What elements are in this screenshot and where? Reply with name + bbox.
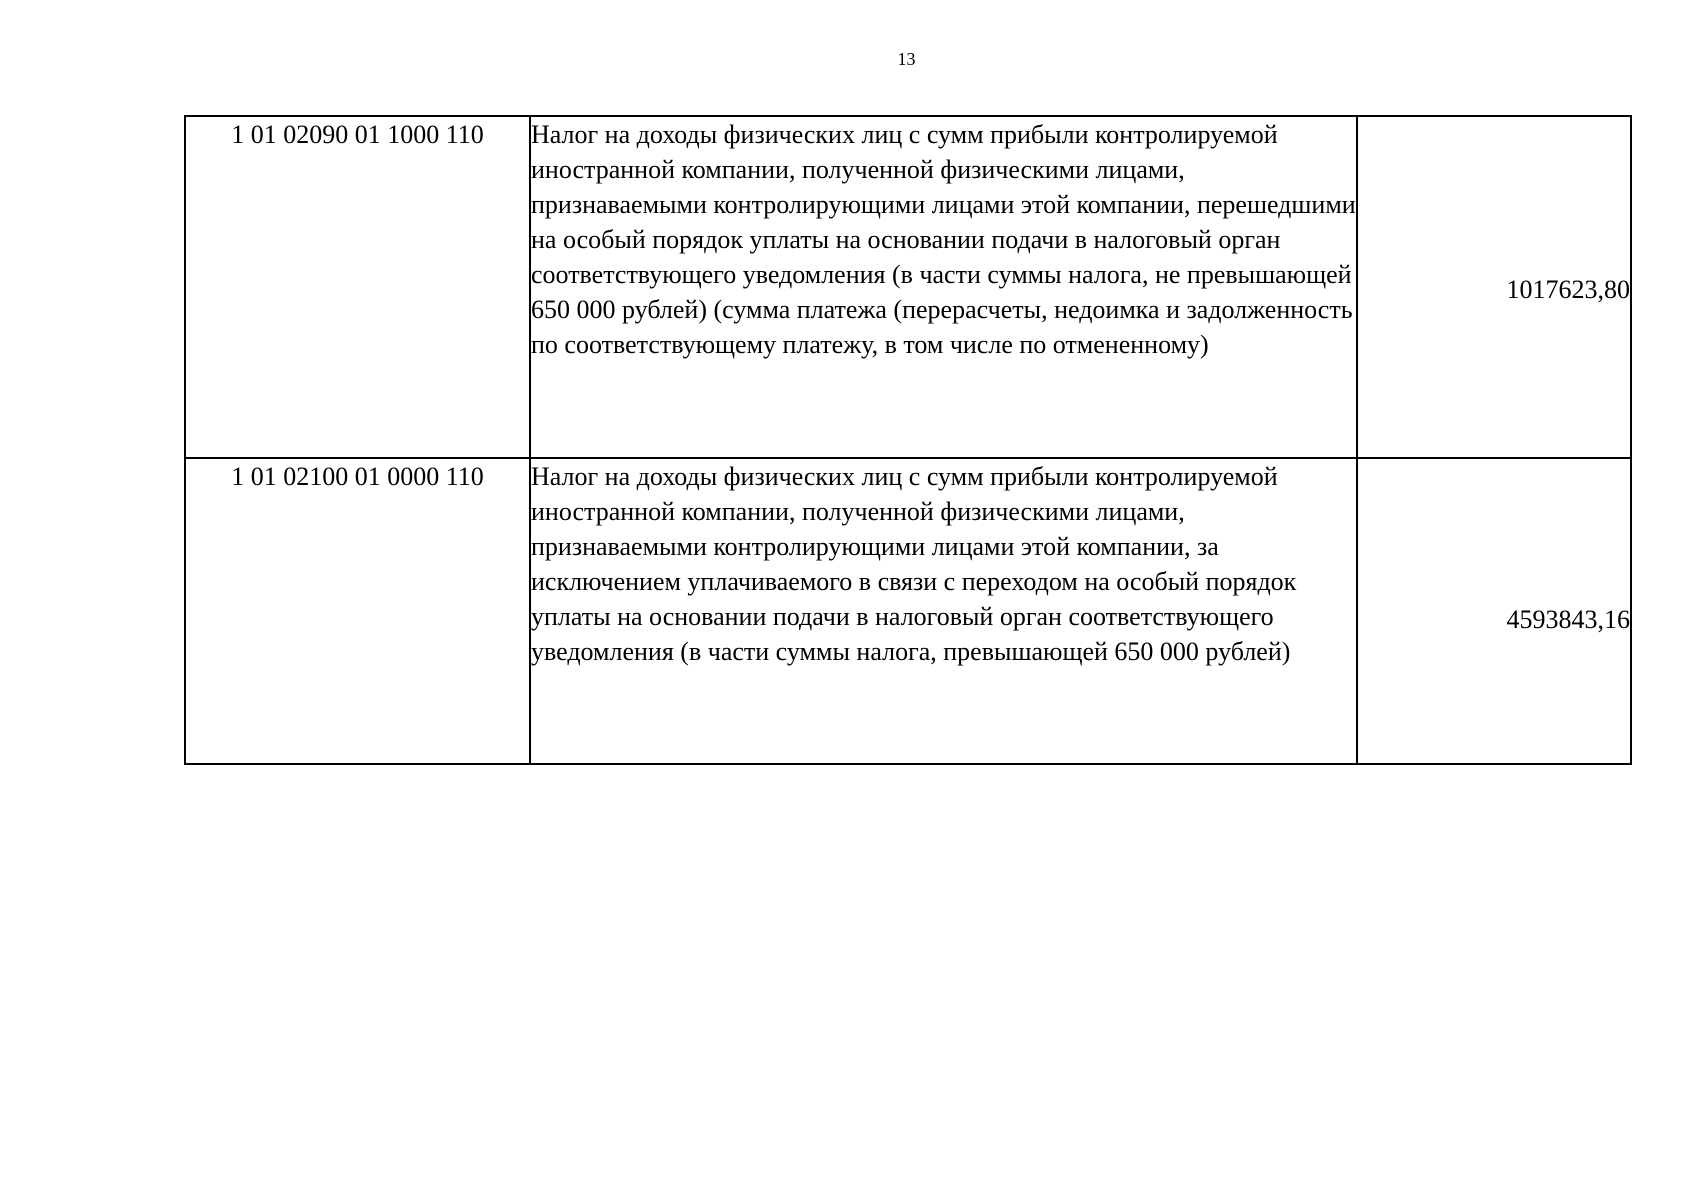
budget-classification-code: 1 01 02090 01 1000 110 [185,116,530,458]
revenue-description: Налог на доходы физических лиц с сумм прибыли контролируемой иностранной компании, полученной физическими лицами, признаваемыми контролирующими лицами этой компании, за исключением уплачиваемого в связи с переходом на особый порядок уплаты на основании подачи в налоговый орган соответствующего уведомления (в части суммы налога, превышающей 650 000 рублей) [530,458,1357,764]
budget-table [184,115,1632,765]
table-row [185,116,1631,458]
revenue-amount: 1017623,80 [1357,116,1631,458]
page-number: 13 [897,49,916,69]
revenue-amount: 4593843,16 [1357,458,1631,764]
revenue-description: Налог на доходы физических лиц с сумм прибыли контролируемой иностранной компании, полученной физическими лицами, признаваемыми контролирующими лицами этой компании, перешедшими на особый порядок уплаты на основании подачи в налоговый орган соответствующего уведомления (в части суммы налога, не превышающей 650 000 рублей) (сумма платежа (перерасчеты, недоимка и задолженность по соответствующему платежу, в том числе по отмененному) [530,116,1357,458]
table-row [185,458,1631,764]
budget-classification-code: 1 01 02100 01 0000 110 [185,458,530,764]
